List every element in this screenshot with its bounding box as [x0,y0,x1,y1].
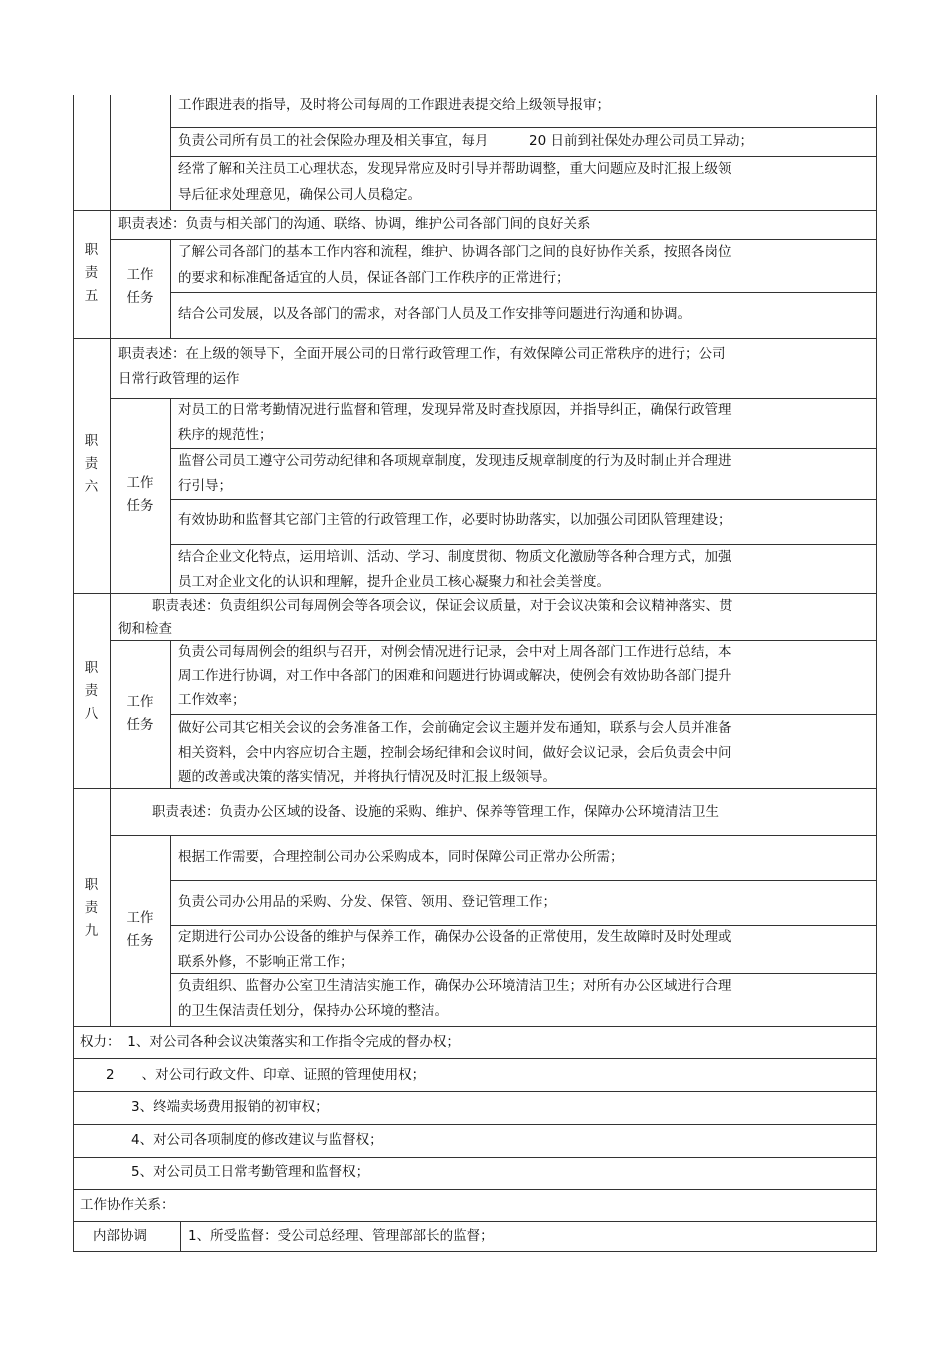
task-text: 结合公司发展，以及各部门的需求，对各部门人员及工作安排等问题进行沟通和协调。 [178,306,691,322]
duty-description: 职责表述：在上级的领导下，全面开展公司的日常行政管理工作，有效保障公司正常秩序的进行；公司 [118,346,726,362]
duty-description: 职责表述：负责组织公司每周例会等各项会议，保证会议质量，对于会议决策和会议精神落实、贯 [152,598,733,614]
duty-label: 职 责 八 [84,660,99,722]
task-text: 负责公司办公用品的采购、分发、保管、领用、登记管理工作； [178,894,556,910]
task-label: 工作 任务 [126,694,154,733]
task-text: 根据工作需要，合理控制公司办公采购成本，同时保障公司正常办公所需； [178,849,624,865]
task-text: 监督公司员工遵守公司劳动纪律和各项规章制度，发现违反规章制度的行为及时制止并合理进 [178,453,732,469]
duty-description: 职责表述：负责办公区域的设备、设施的采购、维护、保养等管理工作，保障办公环境清洁卫生 [152,804,719,820]
task-text: 对员工的日常考勤情况进行监督和管理，发现异常及时查找原因，并指导纠正，确保行政管理 [178,402,732,418]
duty-description: 职责表述：负责与相关部门的沟通、联络、协调，维护公司各部门间的良好关系 [118,216,591,232]
task-text: 行引导； [178,478,232,494]
task-text: 联系外修，不影响正常工作； [178,954,354,970]
task-label: 工作 任务 [126,267,154,306]
task-text: 员工对企业文化的认识和理解，提升企业员工核心凝聚力和社会美誉度。 [178,574,610,590]
task-text: 经常了解和关注员工心理状态，发现异常应及时引导并帮助调整，重大问题应及时汇报上级领 [178,161,732,177]
task-text: 周工作进行协调，对工作中各部门的困难和问题进行协调或解决，使例会有效协助各部门提升 [178,668,732,684]
task-text: 负责组织、监督办公室卫生清洁实施工作，确保办公环境清洁卫生；对所有办公区域进行合理 [178,978,732,994]
power-item: 4、对公司各项制度的修改建议与监督权； [131,1132,383,1148]
duty-label: 职 责 五 [84,242,99,304]
task-text: 题的改善或决策的落实情况，并将执行情况及时汇报上级领导。 [178,769,556,785]
task-text: 的要求和标准配备适宜的人员，保证各部门工作秩序的正常进行； [178,270,570,286]
power-item: 2 、对公司行政文件、印章、证照的管理使用权； [106,1067,426,1083]
task-label: 工作 任务 [126,910,154,949]
power-item: 权力： 1、对公司各种会议决策落实和工作指令完成的督办权； [80,1034,460,1050]
task-text: 定期进行公司办公设备的维护与保养工作，确保办公设备的正常使用，发生故障时及时处理或 [178,929,732,945]
duty-label: 职 责 六 [84,433,99,495]
duty-label: 职 责 九 [84,877,99,939]
task-text: 相关资料，会中内容应切合主题，控制会场纪律和会议时间，做好会议记录，会后负责会中问 [178,745,732,761]
task-text: 有效协助和监督其它部门主管的行政管理工作，必要时协助落实，以加强公司团队管理建设； [178,512,732,528]
power-item: 3、终端卖场费用报销的初审权； [131,1099,329,1115]
relations-title: 工作协作关系： [80,1197,175,1213]
task-text: 工作效率； [178,692,246,708]
duty-description: 日常行政管理的运作 [118,371,240,387]
task-text: 导后征求处理意见，确保公司人员稳定。 [178,187,421,203]
task-text: 负责公司每周例会的组织与召开，对例会情况进行记录，会中对上周各部门工作进行总结，本 [178,644,732,660]
task-text: 负责公司所有员工的社会保险办理及相关事宜，每月 20 日前到社保处办理公司员工异动； [178,133,753,149]
task-text: 做好公司其它相关会议的会务准备工作，会前确定会议主题并发布通知，联系与会人员并准备 [178,720,732,736]
duty-description: 彻和检查 [118,621,172,637]
task-text: 结合企业文化特点，运用培训、活动、学习、制度贯彻、物质文化激励等各种合理方式，加强 [178,549,732,565]
task-text: 了解公司各部门的基本工作内容和流程，维护、协调各部门之间的良好协作关系，按照各岗位 [178,244,732,260]
power-item: 5、对公司员工日常考勤管理和监督权； [131,1164,370,1180]
task-text: 的卫生保洁责任划分，保持办公环境的整洁。 [178,1003,448,1019]
task-text: 秩序的规范性； [178,427,273,443]
task-label: 工作 任务 [126,475,154,514]
internal-coordination-text: 1、所受监督：受公司总经理、管理部部长的监督； [188,1228,494,1244]
task-text: 工作跟进表的指导，及时将公司每周的工作跟进表提交给上级领导报审； [178,97,610,113]
internal-coordination-label: 内部协调 [93,1228,147,1244]
